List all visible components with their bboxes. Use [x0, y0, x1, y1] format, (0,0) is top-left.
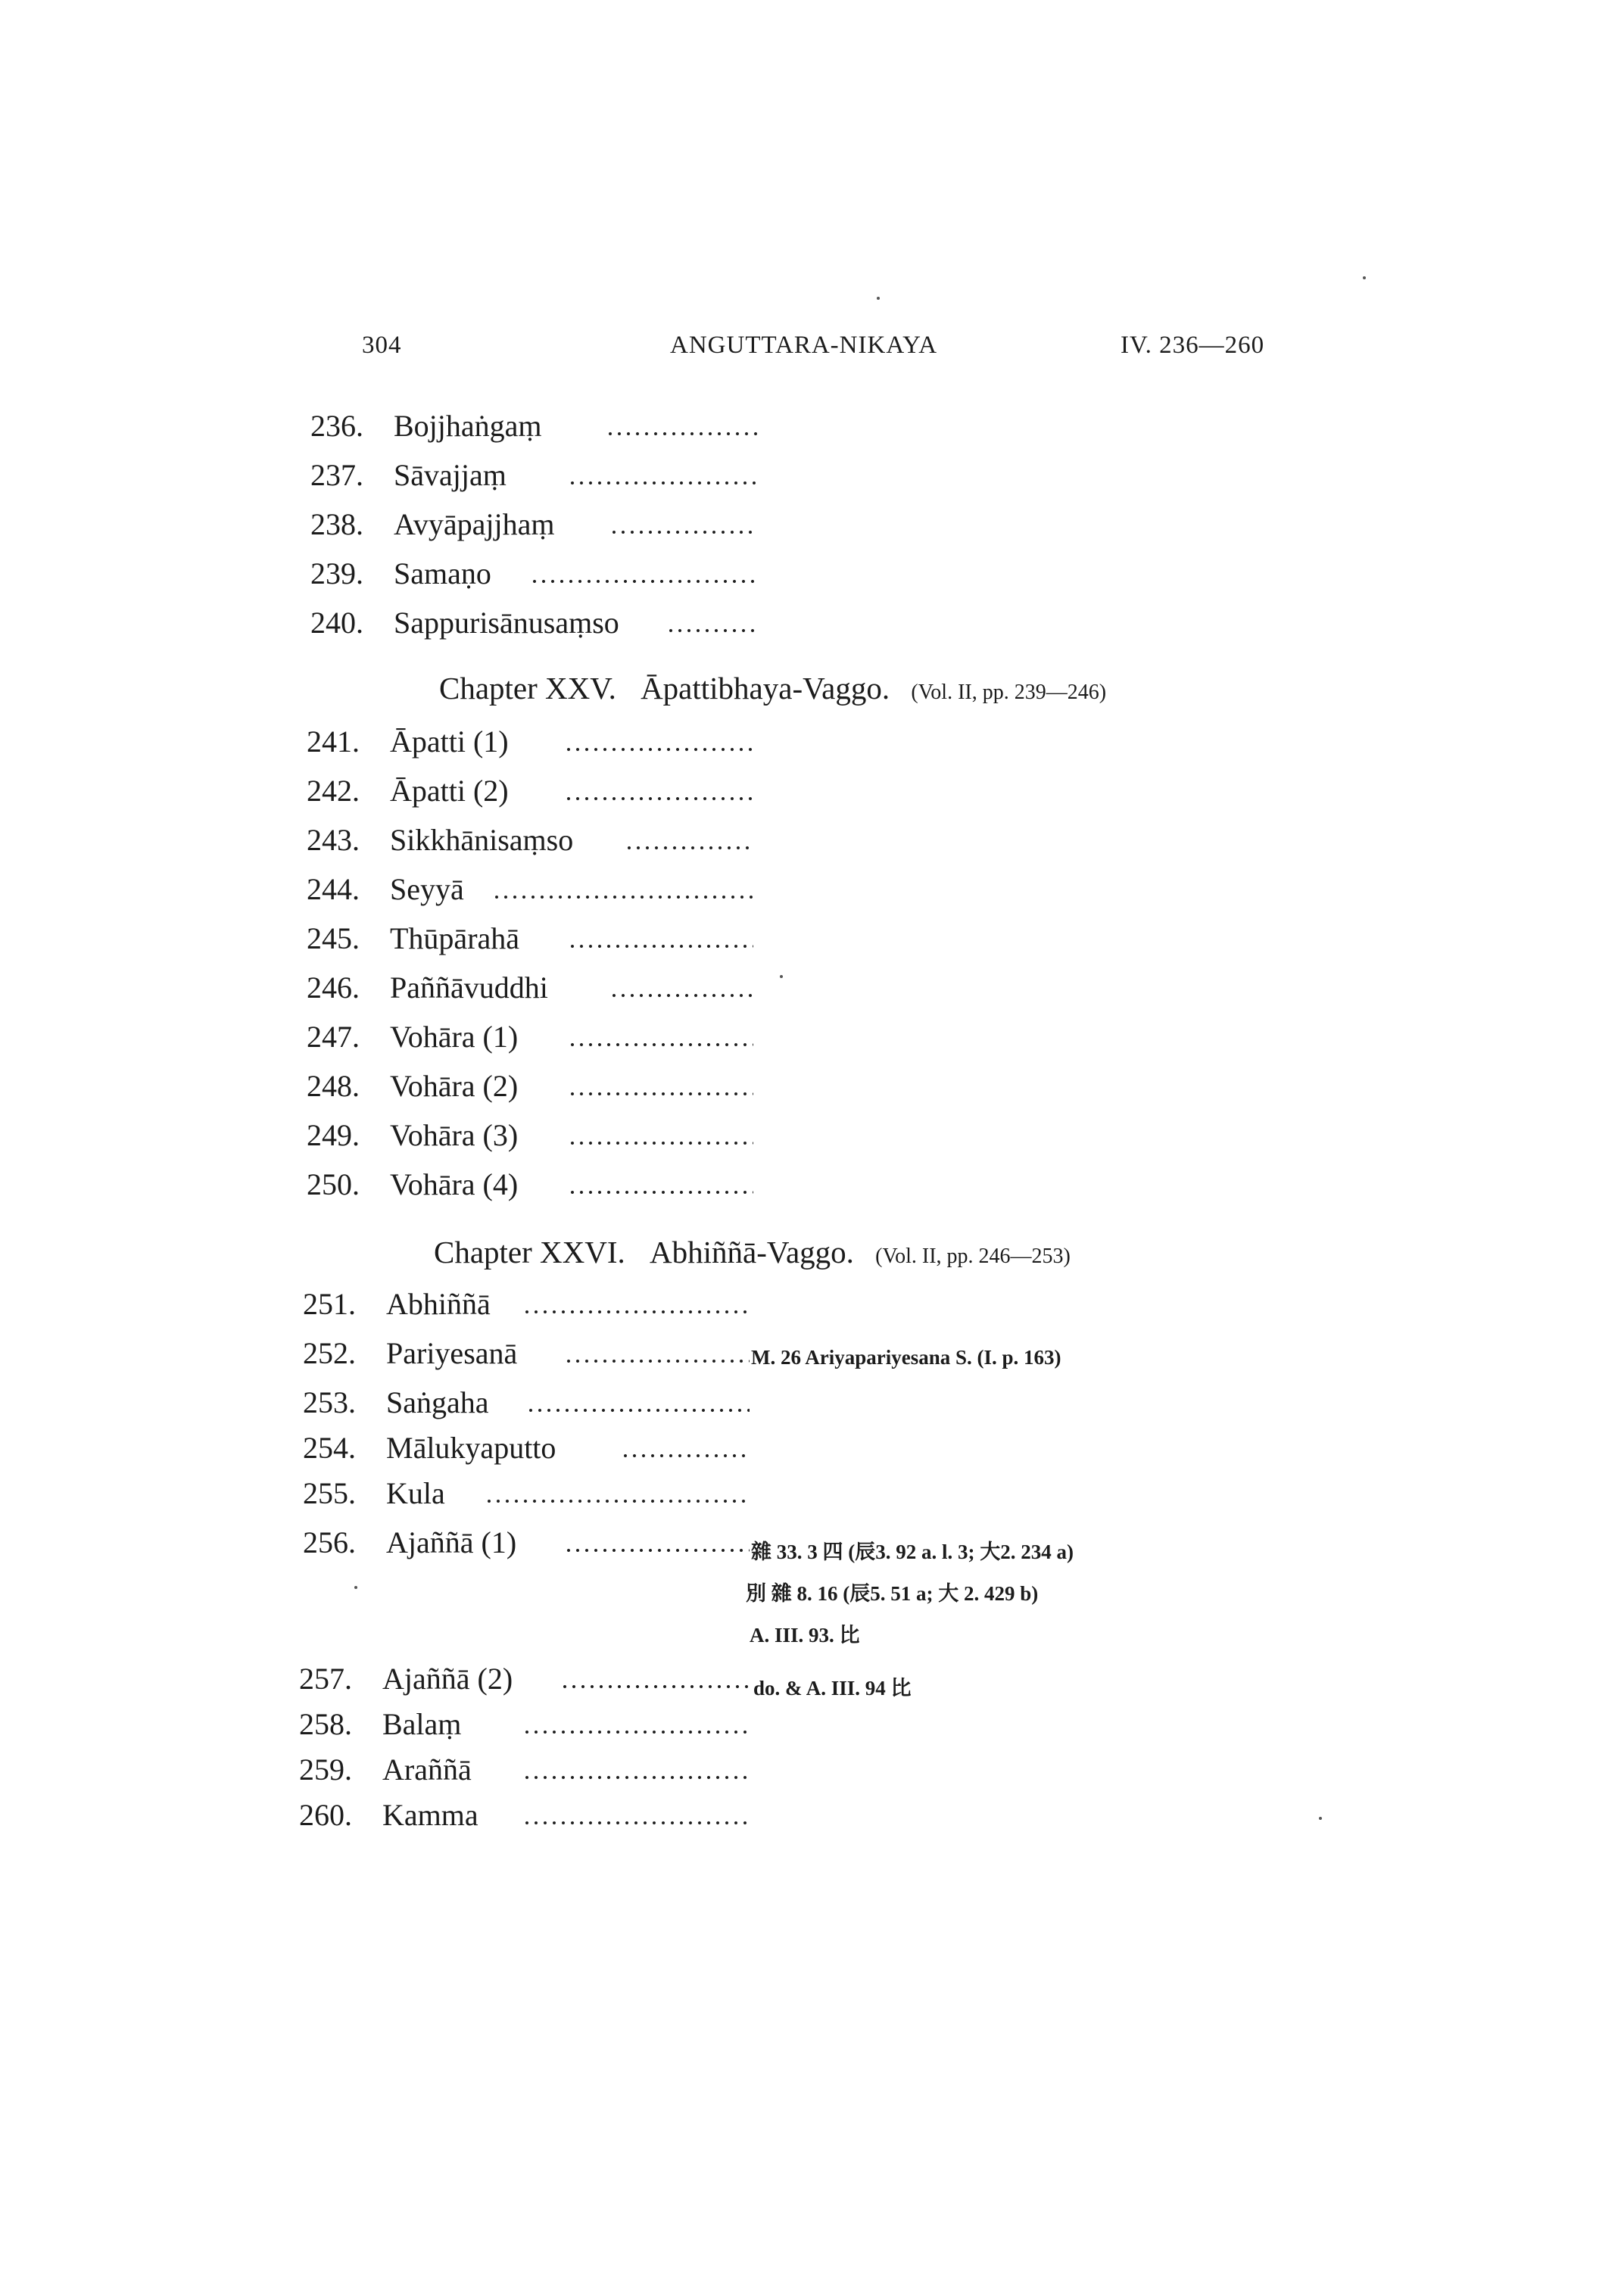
entry-number: 239.: [310, 556, 363, 590]
entry-number: 257.: [299, 1662, 352, 1696]
chapter-number: Chapter XXV.: [439, 671, 616, 706]
entry-number: 253.: [303, 1385, 356, 1419]
chapter-volume: (Vol. II, pp. 239—246): [911, 681, 1107, 704]
entry-number: 248.: [307, 1069, 360, 1103]
leader-dots: [560, 1684, 750, 1689]
entry-number: 245.: [307, 921, 360, 955]
chapter-number: Chapter XXVI.: [434, 1235, 625, 1270]
entry-number: 251.: [303, 1287, 356, 1321]
entry-number: 256.: [303, 1525, 356, 1559]
entry-title: Ajaññā (1): [386, 1525, 517, 1559]
entry-title: Seyyā: [390, 872, 464, 906]
leader-dots: [568, 1190, 753, 1195]
leader-dots: [564, 1359, 750, 1363]
leader-dots: [621, 1453, 750, 1458]
entry-number: 255.: [303, 1476, 356, 1510]
entry-title: Samaṇo: [394, 556, 491, 590]
entry-number: 254.: [303, 1431, 356, 1465]
leader-dots: [606, 431, 757, 436]
scan-speck: [1363, 276, 1366, 279]
entry-title: Mālukyaputto: [386, 1431, 556, 1465]
entry-title: Kula: [386, 1476, 445, 1510]
leader-dots: [564, 796, 753, 801]
chapter-name: Āpattibhaya-Vaggo.: [641, 671, 890, 706]
leader-dots: [522, 1821, 750, 1825]
entry-number: 250.: [307, 1167, 360, 1201]
entry-title: Vohāra (3): [390, 1118, 519, 1152]
entry-number: 259.: [299, 1752, 352, 1787]
entry-title: Avyāpajjhaṃ: [394, 507, 555, 541]
leader-dots: [564, 747, 753, 752]
entry-title: Araññā: [382, 1752, 472, 1787]
cross-reference: do. & A. III. 94 比: [753, 1677, 912, 1699]
cross-reference: M. 26 Ariyapariyesana S. (I. p. 163): [751, 1346, 1061, 1369]
chapter-name: Abhiññā-Vaggo.: [650, 1235, 854, 1270]
leader-dots: [522, 1775, 750, 1780]
entry-number: 244.: [307, 872, 360, 906]
entry-title: Sāvajjaṃ: [394, 458, 507, 492]
entry-number: 260.: [299, 1798, 352, 1832]
entry-title: Vohāra (1): [390, 1020, 519, 1054]
entry-title: Vohāra (4): [390, 1167, 519, 1201]
leader-dots: [666, 628, 757, 633]
entry-number: 258.: [299, 1707, 352, 1741]
running-title: ANGUTTARA-NIKAYA: [670, 332, 938, 359]
cross-reference: A. III. 93. 比: [750, 1624, 860, 1647]
entry-title: Balaṃ: [382, 1707, 462, 1741]
leader-dots: [530, 579, 757, 584]
entry-number: 243.: [307, 823, 360, 857]
leader-dots: [568, 1141, 753, 1145]
scan-speck: [877, 297, 880, 300]
entry-number: 249.: [307, 1118, 360, 1152]
leader-dots: [609, 530, 757, 534]
scan-speck: [780, 975, 783, 978]
page-number: 304: [362, 332, 402, 359]
chapter-heading: [439, 670, 1106, 706]
cross-reference: 雜 33. 3 四 (辰3. 92 a. l. 3; 大2. 234 a): [751, 1541, 1074, 1563]
scan-speck: [354, 1586, 357, 1589]
entry-title: Āpatti (2): [390, 774, 509, 808]
entry-number: 238.: [310, 507, 363, 541]
entry-title: Kamma: [382, 1798, 478, 1832]
entry-number: 247.: [307, 1020, 360, 1054]
leader-dots: [522, 1730, 750, 1734]
entry-number: 240.: [310, 606, 363, 640]
page-range: IV. 236—260: [1121, 332, 1265, 359]
leader-dots: [522, 1310, 750, 1314]
leader-dots: [568, 1042, 753, 1047]
entry-number: 242.: [307, 774, 360, 808]
leader-dots: [568, 944, 753, 949]
entry-number: 237.: [310, 458, 363, 492]
leader-dots: [568, 481, 757, 485]
entry-title: Saṅgaha: [386, 1385, 489, 1419]
leader-dots: [526, 1408, 750, 1413]
entry-title: Pariyesanā: [386, 1336, 518, 1370]
entry-number: 246.: [307, 970, 360, 1005]
entry-number: 241.: [307, 724, 360, 759]
entry-number: 236.: [310, 409, 363, 443]
chapter-volume: (Vol. II, pp. 246—253): [875, 1245, 1071, 1268]
leader-dots: [625, 846, 753, 850]
leader-dots: [609, 993, 753, 998]
leader-dots: [485, 1499, 750, 1503]
cross-reference: 別 雜 8. 16 (辰5. 51 a; 大 2. 429 b): [746, 1582, 1039, 1605]
entry-title: Sikkhānisaṃso: [390, 823, 574, 857]
entry-title: Ajaññā (2): [382, 1662, 513, 1696]
entry-title: Paññāvuddhi: [390, 970, 548, 1005]
leader-dots: [492, 895, 753, 899]
entry-title: Vohāra (2): [390, 1069, 519, 1103]
chapter-heading: [434, 1234, 1071, 1270]
entry-title: Thūpārahā: [390, 921, 520, 955]
entry-title: Āpatti (1): [390, 724, 509, 759]
entry-title: Bojjhaṅgaṃ: [394, 409, 542, 443]
entry-title: Abhiññā: [386, 1287, 491, 1321]
entry-title: Sappurisānusaṃso: [394, 606, 619, 640]
entry-number: 252.: [303, 1336, 356, 1370]
leader-dots: [564, 1548, 750, 1553]
leader-dots: [568, 1092, 753, 1096]
scan-speck: [1319, 1817, 1322, 1820]
